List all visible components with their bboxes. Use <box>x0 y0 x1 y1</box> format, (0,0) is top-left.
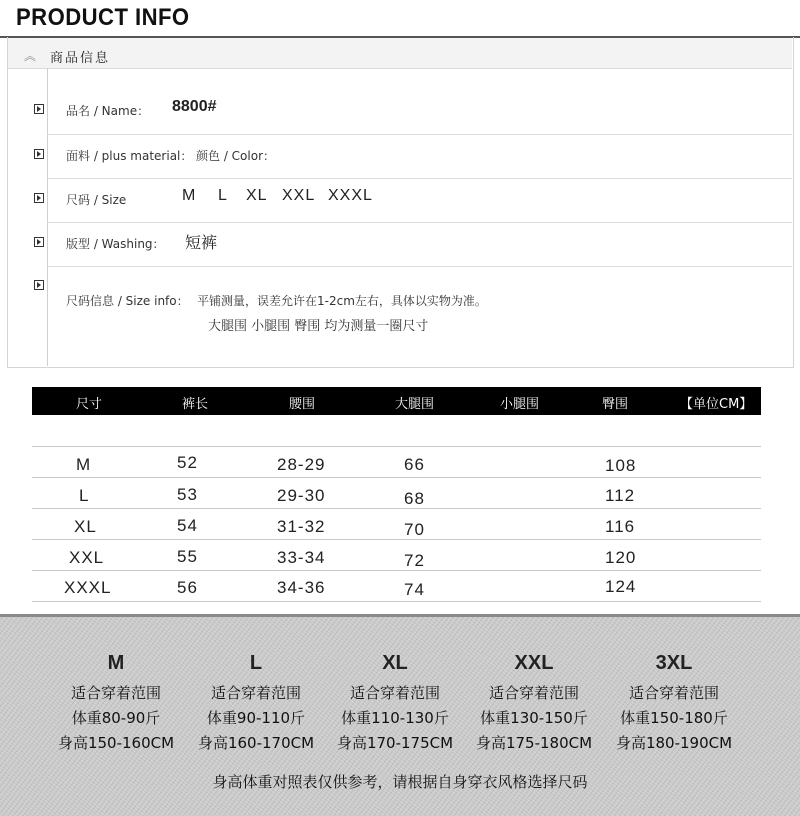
fit-size-name: M <box>107 652 125 674</box>
fit-column-xl <box>325 652 465 757</box>
fit-column-m <box>46 652 186 757</box>
table-rule <box>32 477 761 478</box>
fit-height: 身高180-190CM <box>615 734 733 752</box>
table-rule <box>32 539 761 540</box>
fit-height: 身高170-175CM <box>336 734 454 752</box>
table-cell-waist: 29-30 <box>277 486 326 505</box>
fit-weight: 体重110-130斤 <box>341 709 449 727</box>
table-cell-hip: 108 <box>605 456 637 475</box>
size-option-m: M <box>182 187 197 204</box>
unit-label: 【单位CM】 <box>680 397 753 412</box>
table-cell-length: 55 <box>177 547 198 566</box>
row-guide-line <box>47 68 48 366</box>
table-cell-thigh: 70 <box>404 520 425 539</box>
fit-range-label: 适合穿着范围 <box>210 684 301 702</box>
table-cell-waist: 34-36 <box>277 578 326 597</box>
fit-size-name: XL <box>382 652 408 674</box>
washing-value: 短裤 <box>185 233 218 252</box>
bullet-icon <box>34 193 44 203</box>
size-label: 尺码 / Size <box>66 193 127 207</box>
fit-height: 身高150-160CM <box>57 734 175 752</box>
double-chevron-up-icon: ︽ <box>24 49 37 63</box>
table-rule <box>32 508 761 509</box>
bullet-icon <box>34 149 44 159</box>
table-header <box>32 387 761 415</box>
fit-height: 身高175-180CM <box>475 734 593 752</box>
fit-range-label: 适合穿着范围 <box>70 684 161 702</box>
fit-height: 身高160-170CM <box>197 734 315 752</box>
sizeinfo-note: 大腿围 小腿围 臀围 均为测量一圈尺寸 <box>208 319 429 334</box>
table-cell-size: M <box>76 455 92 474</box>
table-rule <box>32 601 761 602</box>
tab-product-info: 商品信息 <box>50 51 111 66</box>
table-cell-thigh: 66 <box>404 455 425 474</box>
table-cell-hip: 120 <box>605 548 637 567</box>
table-rule <box>32 446 761 447</box>
name-value: 8800# <box>172 98 217 115</box>
fit-column-l <box>186 652 326 757</box>
sizeinfo-text: 平铺测量，误差允许在1-2cm左右，具体以实物为准。 <box>197 294 487 308</box>
size-option-xxl: XXL <box>282 187 316 204</box>
fit-range-label: 适合穿着范围 <box>349 684 440 702</box>
col-header-calf: 小腿围 <box>500 397 540 412</box>
page-title: PRODUCT INFO <box>16 4 190 31</box>
fit-size-name: XXL <box>514 652 554 674</box>
table-cell-length: 54 <box>177 516 198 535</box>
color-label: 颜色 / Color： <box>196 149 276 163</box>
sizeinfo-label: 尺码信息 / Size info： <box>66 294 189 308</box>
fit-column-xxl <box>464 652 604 757</box>
fit-column-3xl <box>604 652 744 757</box>
col-header-size: 尺寸 <box>76 397 103 412</box>
fit-size-name: L <box>249 652 263 674</box>
size-option-xxxl: XXXL <box>328 187 373 204</box>
fit-weight: 体重90-110斤 <box>206 709 306 727</box>
table-cell-size: XL <box>74 517 97 536</box>
size-option-l: L <box>218 187 228 204</box>
material-label: 面料 / plus material： <box>66 149 193 163</box>
table-cell-waist: 33-34 <box>277 548 326 567</box>
fit-range-label: 适合穿着范围 <box>628 684 719 702</box>
col-header-length: 裤长 <box>182 397 209 412</box>
table-cell-hip: 124 <box>605 577 637 596</box>
row-divider <box>47 134 792 135</box>
fit-guide-footnote: 身高体重对照表仅供参考，请根据自身穿衣风格选择尺码 <box>212 773 588 791</box>
table-cell-length: 56 <box>177 578 198 597</box>
table-cell-size: XXXL <box>64 578 112 597</box>
washing-label: 版型 / Washing： <box>66 237 165 251</box>
fit-range-label: 适合穿着范围 <box>488 684 579 702</box>
info-tab-bar <box>8 38 792 69</box>
col-header-hip: 臀围 <box>602 397 629 412</box>
size-table <box>32 387 761 605</box>
row-divider <box>47 266 792 267</box>
table-cell-size: XXL <box>69 548 105 567</box>
fit-weight: 体重150-180斤 <box>620 709 728 727</box>
col-header-waist: 腰围 <box>289 397 316 412</box>
table-cell-hip: 112 <box>605 486 636 505</box>
fit-size-name: 3XL <box>655 652 693 674</box>
table-cell-thigh: 72 <box>404 551 425 570</box>
name-label: 品名 / Name： <box>66 104 150 118</box>
table-cell-thigh: 74 <box>404 580 425 599</box>
fit-weight: 体重80-90斤 <box>71 709 161 727</box>
row-divider <box>47 222 792 223</box>
table-cell-hip: 116 <box>605 517 636 536</box>
bullet-icon <box>34 104 44 114</box>
table-cell-length: 53 <box>177 485 198 504</box>
table-cell-length: 52 <box>177 453 198 472</box>
table-rule <box>32 570 761 571</box>
row-divider <box>47 178 792 179</box>
size-option-xl: XL <box>246 187 268 204</box>
table-cell-thigh: 68 <box>404 489 425 508</box>
bullet-icon <box>34 237 44 247</box>
table-cell-waist: 28-29 <box>277 455 326 474</box>
bullet-icon <box>34 280 44 290</box>
fit-weight: 体重130-150斤 <box>480 709 588 727</box>
col-header-thigh: 大腿围 <box>395 397 435 412</box>
table-cell-waist: 31-32 <box>277 517 326 536</box>
table-cell-size: L <box>79 486 90 505</box>
